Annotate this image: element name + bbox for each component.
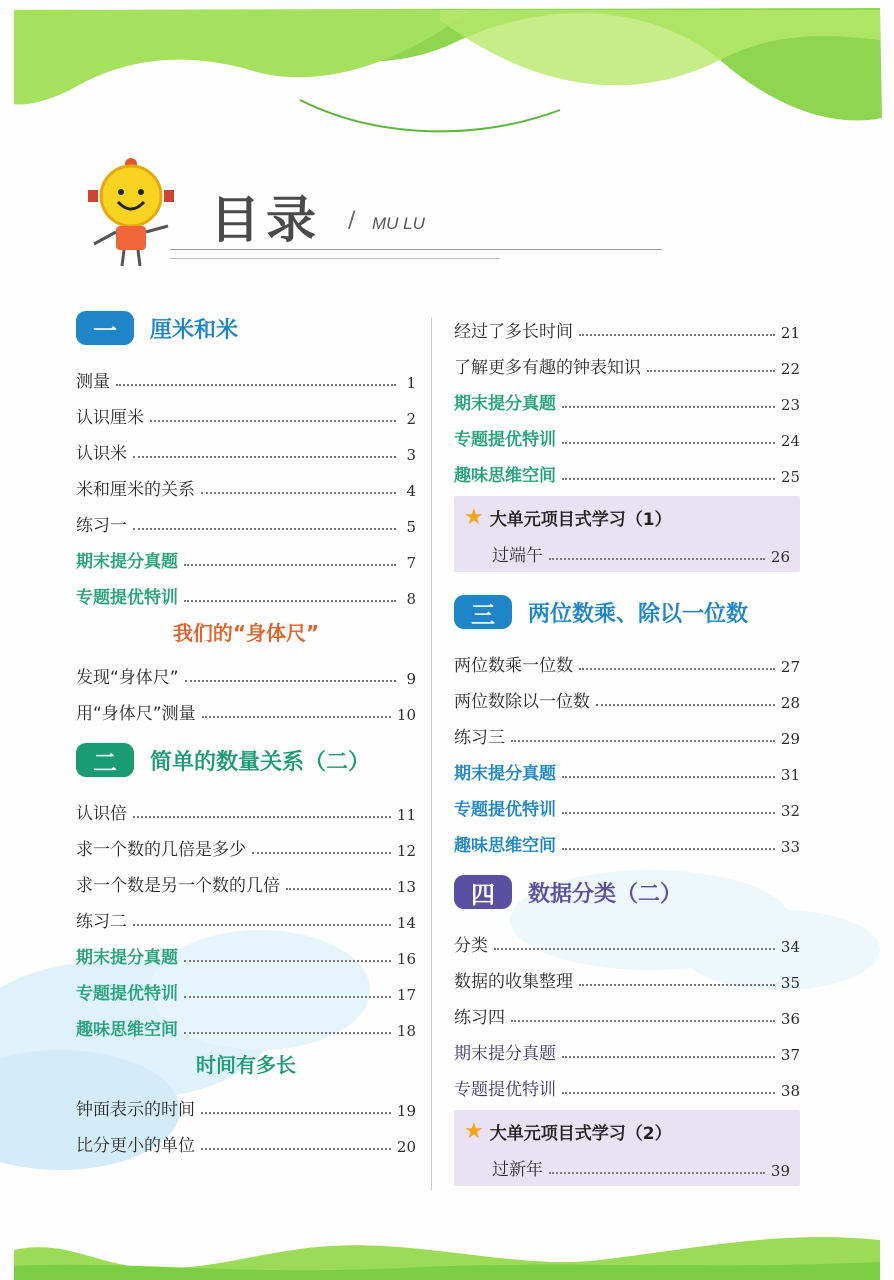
toc-entry[interactable] xyxy=(76,824,416,860)
entry-label: 期末提分真题 xyxy=(76,552,178,572)
page-number: 2 xyxy=(406,410,416,428)
entry-label: 专题提优特训 xyxy=(76,588,178,608)
page-number: 20 xyxy=(396,1138,416,1156)
entry-label: 求一个数的几倍是多少 xyxy=(76,840,246,860)
toc-entry[interactable] xyxy=(464,534,790,566)
page-number: 8 xyxy=(406,590,416,608)
toc-entry[interactable] xyxy=(76,464,416,500)
entry-label: 过端午 xyxy=(492,546,543,566)
page-number: 35 xyxy=(780,974,800,992)
page-subtitle: MU LU xyxy=(372,214,425,233)
leader-dots xyxy=(562,478,775,480)
toc-entry[interactable] xyxy=(454,1064,800,1100)
title-underline-secondary xyxy=(170,258,500,259)
page-number: 23 xyxy=(780,396,800,414)
toc-entry[interactable] xyxy=(454,640,800,676)
leader-dots xyxy=(286,888,391,890)
entry-label: 钟面表示的时间 xyxy=(76,1100,195,1120)
leader-dots xyxy=(562,812,775,814)
entry-label: 练习四 xyxy=(454,1008,505,1028)
unit-heading[interactable] xyxy=(76,738,416,782)
entry-label: 趣味思维空间 xyxy=(76,1020,178,1040)
toc-entry[interactable] xyxy=(76,688,416,724)
entry-label: 练习三 xyxy=(454,728,505,748)
toc-entry[interactable] xyxy=(76,428,416,464)
toc-entry-highlight[interactable] xyxy=(76,968,416,1004)
section-title[interactable]: 时间有多长 xyxy=(196,1053,296,1077)
entry-label: 认识厘米 xyxy=(76,408,144,428)
entry-label: 米和厘米的关系 xyxy=(76,480,195,500)
leader-dots xyxy=(562,1092,775,1094)
leader-dots xyxy=(201,1148,391,1150)
toc-entry[interactable] xyxy=(454,1028,800,1064)
toc-entry[interactable] xyxy=(454,956,800,992)
entry-label: 期末提分真题 xyxy=(454,1044,556,1064)
leader-dots xyxy=(562,406,775,408)
page-number: 25 xyxy=(780,468,800,486)
page-number: 11 xyxy=(396,806,416,824)
entry-label: 两位数乘一位数 xyxy=(454,656,573,676)
page-number: 4 xyxy=(406,482,416,500)
page-number: 34 xyxy=(780,938,800,956)
page-number: 37 xyxy=(780,1046,800,1064)
title-underline xyxy=(170,249,662,250)
page-number: 10 xyxy=(396,706,416,724)
unit-badge: 二 xyxy=(76,743,134,777)
entry-label: 趣味思维空间 xyxy=(454,836,556,856)
page-number: 17 xyxy=(396,986,416,1004)
unit-heading[interactable] xyxy=(454,870,800,914)
toc-entry-highlight[interactable] xyxy=(454,748,800,784)
entry-label: 期末提分真题 xyxy=(454,394,556,414)
entry-label: 认识米 xyxy=(76,444,127,464)
page-title: 目录 xyxy=(210,191,322,249)
toc-entry-highlight[interactable] xyxy=(454,450,800,486)
page-number: 39 xyxy=(770,1162,790,1180)
project-box xyxy=(454,1110,800,1186)
unit-heading[interactable] xyxy=(454,590,800,634)
leader-dots xyxy=(202,716,391,718)
leader-dots xyxy=(184,600,396,602)
entry-label: 专题提优特训 xyxy=(454,430,556,450)
sun-mascot-icon xyxy=(86,150,176,270)
entry-label: 过新年 xyxy=(492,1160,543,1180)
page-number: 16 xyxy=(396,950,416,968)
unit-title: 厘米和米 xyxy=(150,317,239,343)
page-number: 19 xyxy=(396,1102,416,1120)
toc-entry[interactable] xyxy=(76,1084,416,1120)
toc-entry-highlight[interactable] xyxy=(454,820,800,856)
page-number: 14 xyxy=(396,914,416,932)
page-number: 26 xyxy=(770,548,790,566)
project-title: 大单元项目式学习（1） xyxy=(489,509,672,530)
leader-dots xyxy=(647,370,775,372)
entry-label: 专题提优特训 xyxy=(454,1080,556,1100)
toc-entry[interactable] xyxy=(76,860,416,896)
leader-dots xyxy=(579,334,775,336)
unit-heading[interactable] xyxy=(76,306,416,350)
leader-dots xyxy=(252,852,391,854)
page-number: 3 xyxy=(406,446,416,464)
entry-label: 专题提优特训 xyxy=(76,984,178,1004)
leader-dots xyxy=(511,740,775,742)
leader-dots xyxy=(579,668,775,670)
toc-entry[interactable] xyxy=(76,500,416,536)
toc-entry-highlight[interactable] xyxy=(454,378,800,414)
toc-entry-highlight[interactable] xyxy=(76,572,416,608)
entry-label: 练习二 xyxy=(76,912,127,932)
leader-dots xyxy=(596,704,775,706)
toc-entry[interactable] xyxy=(76,356,416,392)
leader-dots xyxy=(549,558,765,560)
project-title: 大单元项目式学习（2） xyxy=(489,1123,672,1144)
toc-entry[interactable] xyxy=(454,342,800,378)
entry-label: 了解更多有趣的钟表知识 xyxy=(454,358,641,378)
entry-label: 练习一 xyxy=(76,516,127,536)
toc-entry-highlight[interactable] xyxy=(76,536,416,572)
entry-label: 期末提分真题 xyxy=(76,948,178,968)
page-number: 9 xyxy=(406,670,416,688)
toc-entry-highlight[interactable] xyxy=(76,932,416,968)
leader-dots xyxy=(184,960,391,962)
entry-label: 发现“身体尺” xyxy=(76,668,179,688)
toc-left-column xyxy=(76,306,416,1156)
unit-title: 两位数乘、除以一位数 xyxy=(528,601,749,627)
unit-title: 数据分类（二） xyxy=(528,881,683,907)
toc-entry-highlight[interactable] xyxy=(454,414,800,450)
page-number: 32 xyxy=(780,802,800,820)
title-slash: / xyxy=(348,208,356,233)
leader-dots xyxy=(549,1172,765,1174)
leader-dots xyxy=(184,564,396,566)
toc-entry[interactable] xyxy=(464,1148,790,1180)
star-icon: ★ xyxy=(464,504,484,530)
entry-label: 测量 xyxy=(76,372,110,392)
star-icon: ★ xyxy=(464,1118,484,1144)
entry-label: 求一个数是另一个数的几倍 xyxy=(76,876,280,896)
section-title[interactable]: 我们的“身体尺” xyxy=(172,621,320,645)
leader-dots xyxy=(133,456,396,458)
page-number: 29 xyxy=(780,730,800,748)
project-box xyxy=(454,496,800,572)
leader-dots xyxy=(201,1112,391,1114)
page-number: 1 xyxy=(406,374,416,392)
page-number: 21 xyxy=(780,324,800,342)
unit-badge: 一 xyxy=(76,311,134,345)
page-number: 38 xyxy=(780,1082,800,1100)
leader-dots xyxy=(185,680,396,682)
entry-label: 期末提分真题 xyxy=(454,764,556,784)
toc-entry[interactable] xyxy=(454,992,800,1028)
page-number: 12 xyxy=(396,842,416,860)
entry-label: 数据的收集整理 xyxy=(454,972,573,992)
leader-dots xyxy=(150,420,396,422)
toc-entry[interactable] xyxy=(76,1120,416,1156)
leader-dots xyxy=(184,1032,391,1034)
page-number: 13 xyxy=(396,878,416,896)
entry-label: 用“身体尺”测量 xyxy=(76,704,196,724)
entry-label: 比分更小的单位 xyxy=(76,1136,195,1156)
entry-label: 经过了多长时间 xyxy=(454,322,573,342)
leader-dots xyxy=(562,848,775,850)
toc-entry[interactable] xyxy=(454,712,800,748)
leader-dots xyxy=(133,816,391,818)
leader-dots xyxy=(494,948,775,950)
page-number: 27 xyxy=(780,658,800,676)
leader-dots xyxy=(116,384,396,386)
page-number: 22 xyxy=(780,360,800,378)
leader-dots xyxy=(201,492,396,494)
toc-entry-highlight[interactable] xyxy=(454,784,800,820)
page-number: 36 xyxy=(780,1010,800,1028)
page-number: 24 xyxy=(780,432,800,450)
entry-label: 两位数除以一位数 xyxy=(454,692,590,712)
page-number: 31 xyxy=(780,766,800,784)
toc-entry[interactable] xyxy=(454,920,800,956)
leader-dots xyxy=(184,996,391,998)
page-number: 5 xyxy=(406,518,416,536)
entry-label: 认识倍 xyxy=(76,804,127,824)
header-leaf-wave xyxy=(0,0,894,150)
leader-dots xyxy=(562,1056,775,1058)
unit-badge: 三 xyxy=(454,595,512,629)
page-number: 18 xyxy=(396,1022,416,1040)
toc-right-column xyxy=(454,306,800,1204)
project-heading[interactable] xyxy=(464,1114,790,1148)
footer-leaf-wave xyxy=(0,1210,894,1280)
page-number: 7 xyxy=(406,554,416,572)
toc-entry[interactable] xyxy=(76,392,416,428)
toc-entry[interactable] xyxy=(76,896,416,932)
toc-entry[interactable] xyxy=(454,306,800,342)
leader-dots xyxy=(562,776,775,778)
leader-dots xyxy=(511,1020,775,1022)
entry-label: 分类 xyxy=(454,936,488,956)
leader-dots xyxy=(133,924,391,926)
toc-entry[interactable] xyxy=(76,788,416,824)
page-number: 33 xyxy=(780,838,800,856)
toc-entry[interactable] xyxy=(454,676,800,712)
unit-title: 简单的数量关系（二） xyxy=(150,749,371,775)
entry-label: 趣味思维空间 xyxy=(454,466,556,486)
toc-entry[interactable] xyxy=(76,652,416,688)
leader-dots xyxy=(133,528,396,530)
leader-dots xyxy=(562,442,775,444)
leader-dots xyxy=(579,984,775,986)
page-number: 28 xyxy=(780,694,800,712)
unit-badge: 四 xyxy=(454,875,512,909)
column-divider xyxy=(431,318,432,1190)
toc-entry-highlight[interactable] xyxy=(76,1004,416,1040)
entry-label: 专题提优特训 xyxy=(454,800,556,820)
project-heading[interactable] xyxy=(464,500,790,534)
